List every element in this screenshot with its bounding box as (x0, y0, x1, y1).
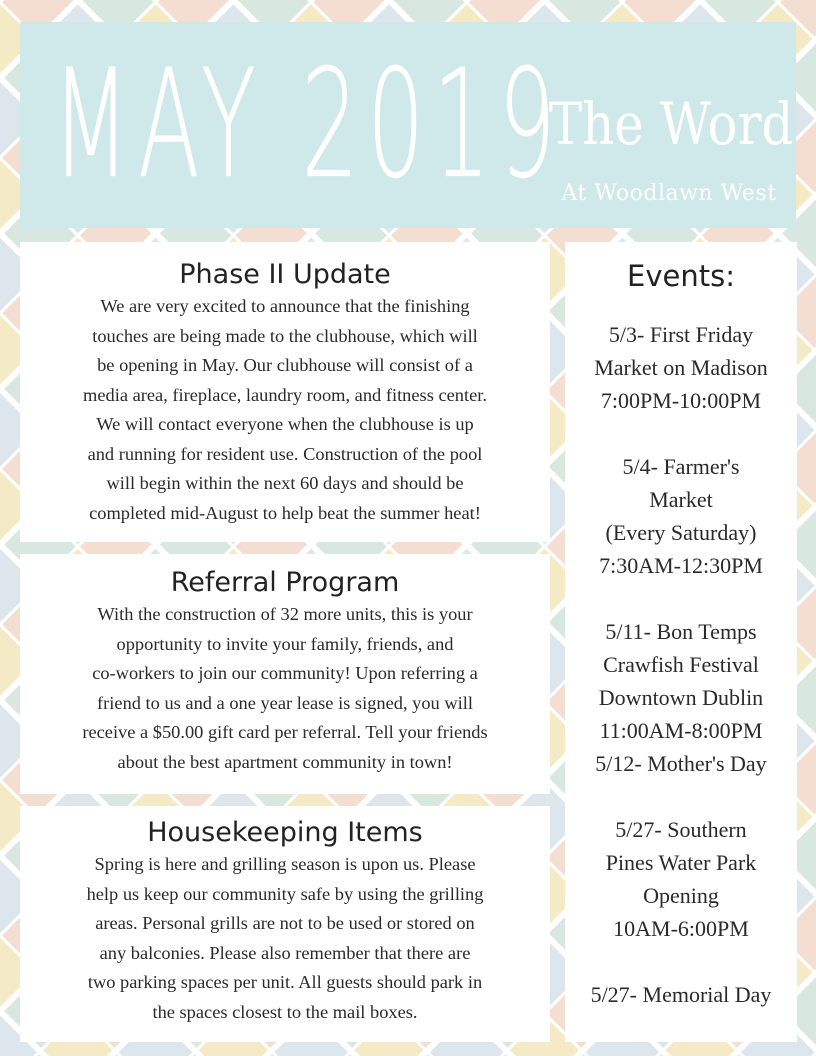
event-line: Pines Water Park (605, 850, 757, 875)
event-line: 5/11- Bon Temps (605, 619, 757, 644)
body-line: areas. Personal grills are not to be used or stored on (95, 913, 475, 933)
event-line: 5/27- Southern (615, 817, 747, 842)
section-body (20, 850, 550, 1027)
event-item (565, 813, 797, 945)
event-item (565, 615, 797, 747)
body-line: co-workers to join our community! Upon referring a (92, 663, 478, 683)
issue-month: MAY 2019 (52, 38, 565, 212)
event-list (565, 318, 797, 1011)
body-line: and running for resident use. Construction of the pool (87, 443, 483, 464)
masthead (20, 22, 796, 228)
section-body (20, 292, 550, 528)
event-line: 10AM-6:00PM (613, 916, 749, 941)
event-item (565, 318, 797, 417)
event-line: 7:00PM-10:00PM (600, 388, 762, 413)
body-line: receive a $50.00 gift card per referral. Tell your friends (82, 722, 488, 742)
event-line: 5/27- Memorial Day (590, 982, 772, 1007)
body-line: help us keep our community safe by using the grilling (86, 883, 484, 904)
body-line: We will contact everyone when the clubhouse is up (96, 414, 474, 434)
section-heading: Referral Program (170, 567, 400, 598)
newsletter-subtitle: At Woodlawn West (561, 181, 777, 206)
event-line: Market (649, 487, 713, 512)
section-heading: Phase II Update (179, 259, 391, 290)
event-line: 11:00AM-8:00PM (599, 718, 763, 743)
body-line: completed mid-August to help beat the summer heat! (89, 502, 481, 523)
events-heading: Events: (627, 259, 735, 293)
event-line: 5/3- First Friday (608, 322, 754, 347)
phase-ii-update-section (20, 242, 550, 542)
body-line: touches are being made to the clubhouse, which will (92, 325, 478, 346)
event-line: Crawfish Festival (603, 652, 759, 677)
body-line: two parking spaces per unit. All guests should park in (87, 972, 483, 992)
events-sidebar (565, 242, 797, 1042)
event-line: 5/12- Mother's Day (595, 751, 767, 776)
body-line: about the best apartment community in town! (117, 751, 453, 772)
newsletter-title: The Word (548, 90, 794, 158)
body-line: friend to us and a one year lease is signed, you will (97, 692, 473, 713)
event-line: Opening (643, 883, 719, 908)
section-heading: Housekeeping Items (147, 817, 423, 848)
event-line: (Every Saturday) (605, 520, 757, 545)
body-line: be opening in May. Our clubhouse will consist of a (97, 355, 473, 375)
body-line: will begin within the next 60 days and should be (106, 473, 464, 493)
event-item (565, 978, 797, 1011)
event-line: 5/4- Farmer's (622, 454, 740, 479)
body-line: We are very excited to announce that the finishing (100, 296, 470, 316)
body-line: media area, fireplace, laundry room, and fitness center. (83, 384, 487, 405)
event-item (565, 450, 797, 582)
event-item (565, 747, 797, 780)
body-line: opportunity to invite your family, friends, and (116, 633, 454, 654)
body-line: With the construction of 32 more units, this is your (97, 604, 473, 624)
body-line: the spaces closest to the mail boxes. (152, 1001, 418, 1022)
housekeeping-items-section (20, 806, 550, 1042)
body-line: Spring is here and grilling season is upon us. Please (94, 854, 476, 874)
body-line: any balconies. Please also remember that there are (99, 942, 471, 963)
section-body (20, 600, 550, 777)
referral-program-section (20, 554, 550, 794)
event-line: Downtown Dublin (598, 685, 764, 710)
event-line: 7:30AM-12:30PM (599, 553, 763, 578)
event-line: Market on Madison (594, 355, 768, 380)
